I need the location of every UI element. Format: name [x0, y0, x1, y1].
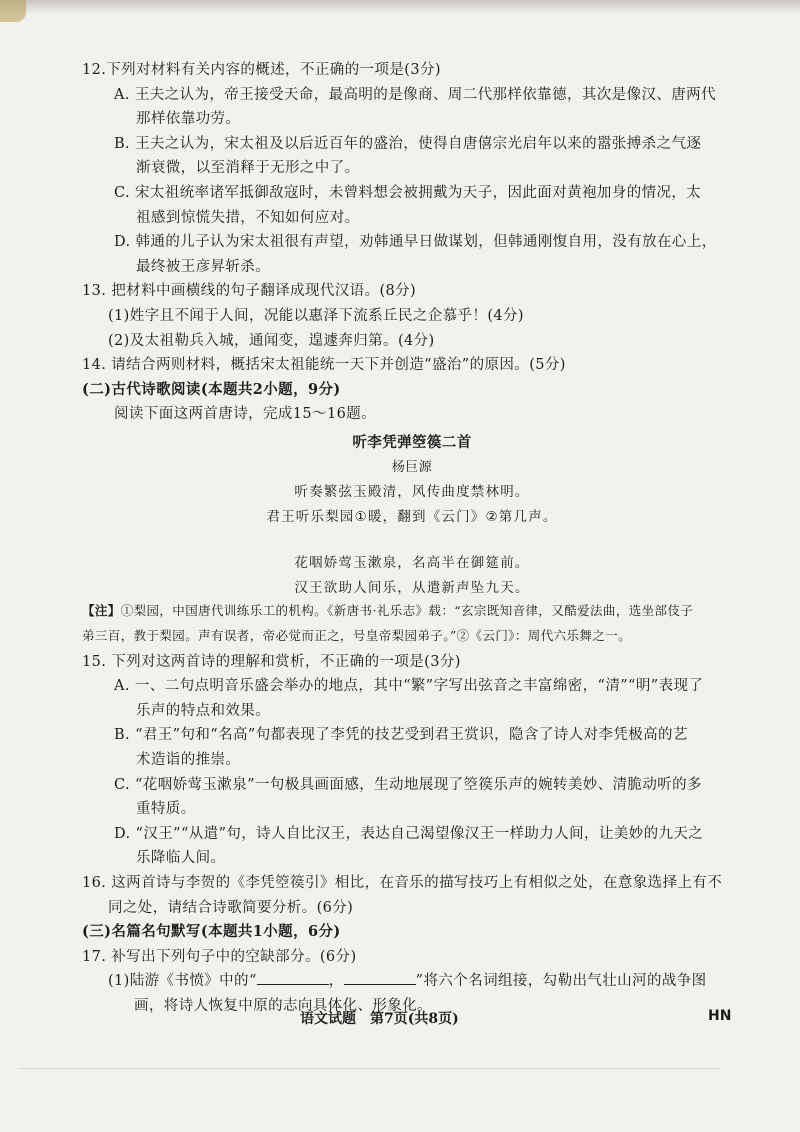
page-footer — [0, 1008, 800, 1034]
q17-sub-1-mid: ， — [328, 973, 344, 990]
section-2-title: (二)古代诗歌阅读(本题共2小题，9分) — [82, 380, 341, 398]
footer-text: 语文试题 第7页(共8页) — [300, 1011, 459, 1027]
q17-sub-1 — [82, 969, 742, 994]
q14-stem: 14. 请结合两则材料，概括宋太祖能统一天下并创造“盛治”的原因。(5分) — [82, 357, 566, 374]
footer-code: HN — [708, 1008, 732, 1024]
section-2-intro: 阅读下面这两首唐诗，完成15～16题。 — [114, 406, 376, 423]
q15-option-d-cont: 乐降临人间。 — [136, 850, 226, 867]
q12-option-c: C. 宋太祖统率诸军抵御敌寇时，未曾料想会被拥戴为天子，因此面对黄袍加身的情况，太 — [114, 184, 702, 201]
section-3-title: (三)名篇名句默写(本题共1小题，6分) — [82, 923, 341, 941]
q15-option-a: A. 一、二句点明音乐盛会举办的地点，其中“繁”字写出弦音之丰富绵密，“清”“明”表现了 — [114, 678, 704, 695]
scan-bottom-line — [20, 1068, 720, 1069]
q13-sub-1: (1)姓字且不闻于人间，况能以惠泽下流系丘民之企慕乎！(4分) — [108, 307, 524, 324]
q17-sub-1-cont: 画，将诗人恢复中原的志向具体化、形象化。 — [134, 997, 432, 1014]
note-label: 【注】 — [82, 603, 121, 619]
poem-author: 杨巨源 — [391, 459, 433, 475]
q15-option-c: C. “花咽娇莺玉漱泉”一句极具画面感，生动地展现了箜篌乐声的婉转美妙、清脆动听的多 — [114, 776, 702, 793]
q15-option-d: D. “汉王”“从遣”句，诗人自比汉王，表达自己渴望像汉王一样助力人间，让美妙的九天之 — [114, 825, 704, 842]
note-line-2: 弟三百，教于梨园。声有误者，帝必觉而正之，号皇帝梨园弟子。”②《云门》：周代六乐舞之一。 — [82, 628, 631, 644]
poem-line-1: 听奏繁弦玉殿清，风传曲度禁林明。 — [294, 484, 530, 501]
note-line-1 — [82, 600, 742, 625]
scan-top-edge — [0, 0, 800, 14]
poem-line-4: 汉王欲助人间乐，从遣新声坠九天。 — [294, 579, 530, 596]
q12-option-b-cont: 渐衰微，以至消释于无形之中了。 — [136, 160, 360, 177]
q17-sub-1-pre: (1)陆游《书愤》中的“ — [108, 973, 257, 990]
note-text-1: ①梨园，中国唐代训练乐工的机构。《新唐书·礼乐志》载：“玄宗既知音律，又酷爱法曲，选坐部伎子 — [120, 603, 694, 619]
q12-option-a-cont: 那样依靠功劳。 — [136, 111, 241, 128]
q12-stem: 12.下列对材料有关内容的概述，不正确的一项是(3分) — [82, 62, 441, 78]
q17-blank-2[interactable] — [344, 970, 416, 985]
q17-blank-1[interactable] — [257, 970, 329, 985]
q12-option-d-cont: 最终被王彦昇斩杀。 — [136, 258, 271, 275]
q15-stem: 15. 下列对这两首诗的理解和赏析，不正确的一项是(3分) — [82, 653, 461, 670]
q15-option-b-cont: 术造诣的推崇。 — [136, 752, 241, 769]
q16-stem: 16. 这两首诗与李贺的《李凭箜篌引》相比，在音乐的描写技巧上有相似之处，在意象选择上有不 — [82, 875, 723, 891]
q12-option-a: A. 王夫之认为，帝王接受天命，最高明的是像商、周二代那样依靠德，其次是像汉、唐两代 — [114, 86, 716, 103]
q12-option-d: D. 韩通的儿子认为宋太祖很有声望，劝韩通早日做谋划，但韩通刚愎自用，没有放在心上， — [114, 234, 717, 251]
poem-line-2: 君王听乐梨园①暖，翻到《云门》②第几声。 — [266, 508, 558, 525]
poem-line-3: 花咽娇莺玉漱泉，名高半在御筵前。 — [294, 555, 530, 572]
q15-option-c-cont: 重特质。 — [136, 801, 196, 818]
q13-sub-2: (2)及太祖勒兵入城，通闻变，遑遽奔归第。(4分) — [108, 332, 435, 349]
q12-option-c-cont: 祖感到惊慌失措，不知如何应对。 — [136, 209, 360, 226]
q13-stem: 13. 把材料中画横线的句子翻译成现代汉语。(8分) — [82, 283, 417, 300]
q15-option-a-cont: 乐声的特点和效果。 — [136, 702, 271, 719]
q15-option-b: B. “君王”句和“名高”句都表现了李凭的技艺受到君王赏识，隐含了诗人对李凭极高的艺 — [114, 727, 688, 744]
q17-stem: 17. 补写出下列句子中的空缺部分。(6分) — [82, 948, 357, 965]
poem-title: 听李凭弹箜篌二首 — [352, 433, 472, 451]
scan-corner-mark — [0, 0, 26, 22]
page-content — [82, 58, 742, 1019]
q16-stem-cont: 同之处，请结合诗歌简要分析。(6分) — [108, 899, 354, 916]
q17-sub-1-post: ”将六个名词组接，勾勒出气壮山河的战争图 — [415, 973, 707, 990]
q12-option-b: B. 王夫之认为，宋太祖及以后近百年的盛治，使得自唐僖宗光启年以来的嚣张搏杀之气逐 — [114, 135, 702, 152]
poem-stanza-gap — [82, 529, 742, 551]
